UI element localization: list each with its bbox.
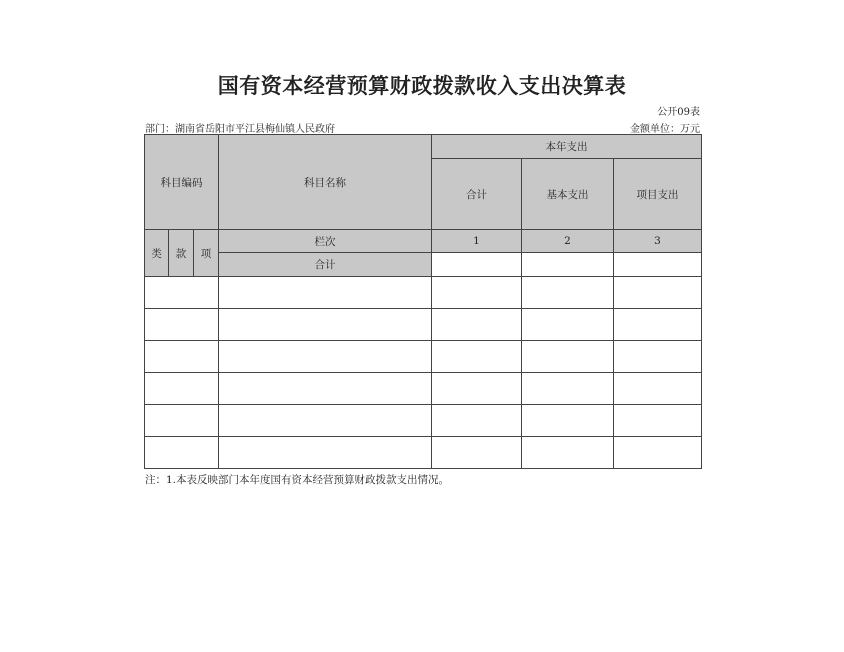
row-code-cell <box>145 309 219 341</box>
row-project-cell <box>614 309 702 341</box>
column-number-3: 3 <box>614 230 702 253</box>
sum-total-cell <box>432 253 522 277</box>
row-name-cell <box>219 437 432 469</box>
row-total-cell <box>432 277 522 309</box>
sum-row-label: 合计 <box>219 253 432 277</box>
sum-basic-cell <box>522 253 614 277</box>
row-name-cell <box>219 405 432 437</box>
table-row <box>145 373 702 405</box>
header-subject-name: 科目名称 <box>219 135 432 230</box>
sum-project-cell <box>614 253 702 277</box>
row-basic-cell <box>522 341 614 373</box>
table-row <box>145 437 702 469</box>
row-basic-cell <box>522 437 614 469</box>
row-total-cell <box>432 341 522 373</box>
row-code-cell <box>145 341 219 373</box>
header-item: 项 <box>194 230 219 277</box>
row-basic-cell <box>522 373 614 405</box>
row-total-cell <box>432 437 522 469</box>
department-label: 部门：湖南省岳阳市平江县梅仙镇人民政府 <box>145 124 335 135</box>
form-number: 公开09表 <box>657 107 700 118</box>
row-code-cell <box>145 373 219 405</box>
row-name-cell <box>219 341 432 373</box>
row-code-cell <box>145 277 219 309</box>
row-basic-cell <box>522 277 614 309</box>
row-total-cell <box>432 373 522 405</box>
column-number-1: 1 <box>432 230 522 253</box>
header-section: 款 <box>169 230 194 277</box>
header-subject-code: 科目编码 <box>145 135 219 230</box>
row-total-cell <box>432 309 522 341</box>
row-project-cell <box>614 405 702 437</box>
row-project-cell <box>614 277 702 309</box>
row-project-cell <box>614 341 702 373</box>
row-name-cell <box>219 373 432 405</box>
table-row <box>145 341 702 373</box>
row-basic-cell <box>522 309 614 341</box>
row-project-cell <box>614 437 702 469</box>
row-code-cell <box>145 405 219 437</box>
row-name-cell <box>219 277 432 309</box>
header-column-no: 栏次 <box>219 230 432 253</box>
header-current-year-expense: 本年支出 <box>432 135 702 159</box>
budget-table <box>144 134 702 469</box>
row-total-cell <box>432 405 522 437</box>
column-number-2: 2 <box>522 230 614 253</box>
header-category: 类 <box>145 230 169 277</box>
header-total: 合计 <box>432 159 522 230</box>
header-project-expense: 项目支出 <box>614 159 702 230</box>
footnote: 注：1.本表反映部门本年度国有资本经营预算财政拨款支出情况。 <box>145 474 450 486</box>
amount-unit-label: 金额单位：万元 <box>630 124 700 135</box>
row-name-cell <box>219 309 432 341</box>
row-basic-cell <box>522 405 614 437</box>
page-title: 国有资本经营预算财政拨款收入支出决算表 <box>217 73 627 98</box>
header-basic-expense: 基本支出 <box>522 159 614 230</box>
row-project-cell <box>614 373 702 405</box>
table-row <box>145 277 702 309</box>
table-row <box>145 309 702 341</box>
row-code-cell <box>145 437 219 469</box>
table-row <box>145 405 702 437</box>
